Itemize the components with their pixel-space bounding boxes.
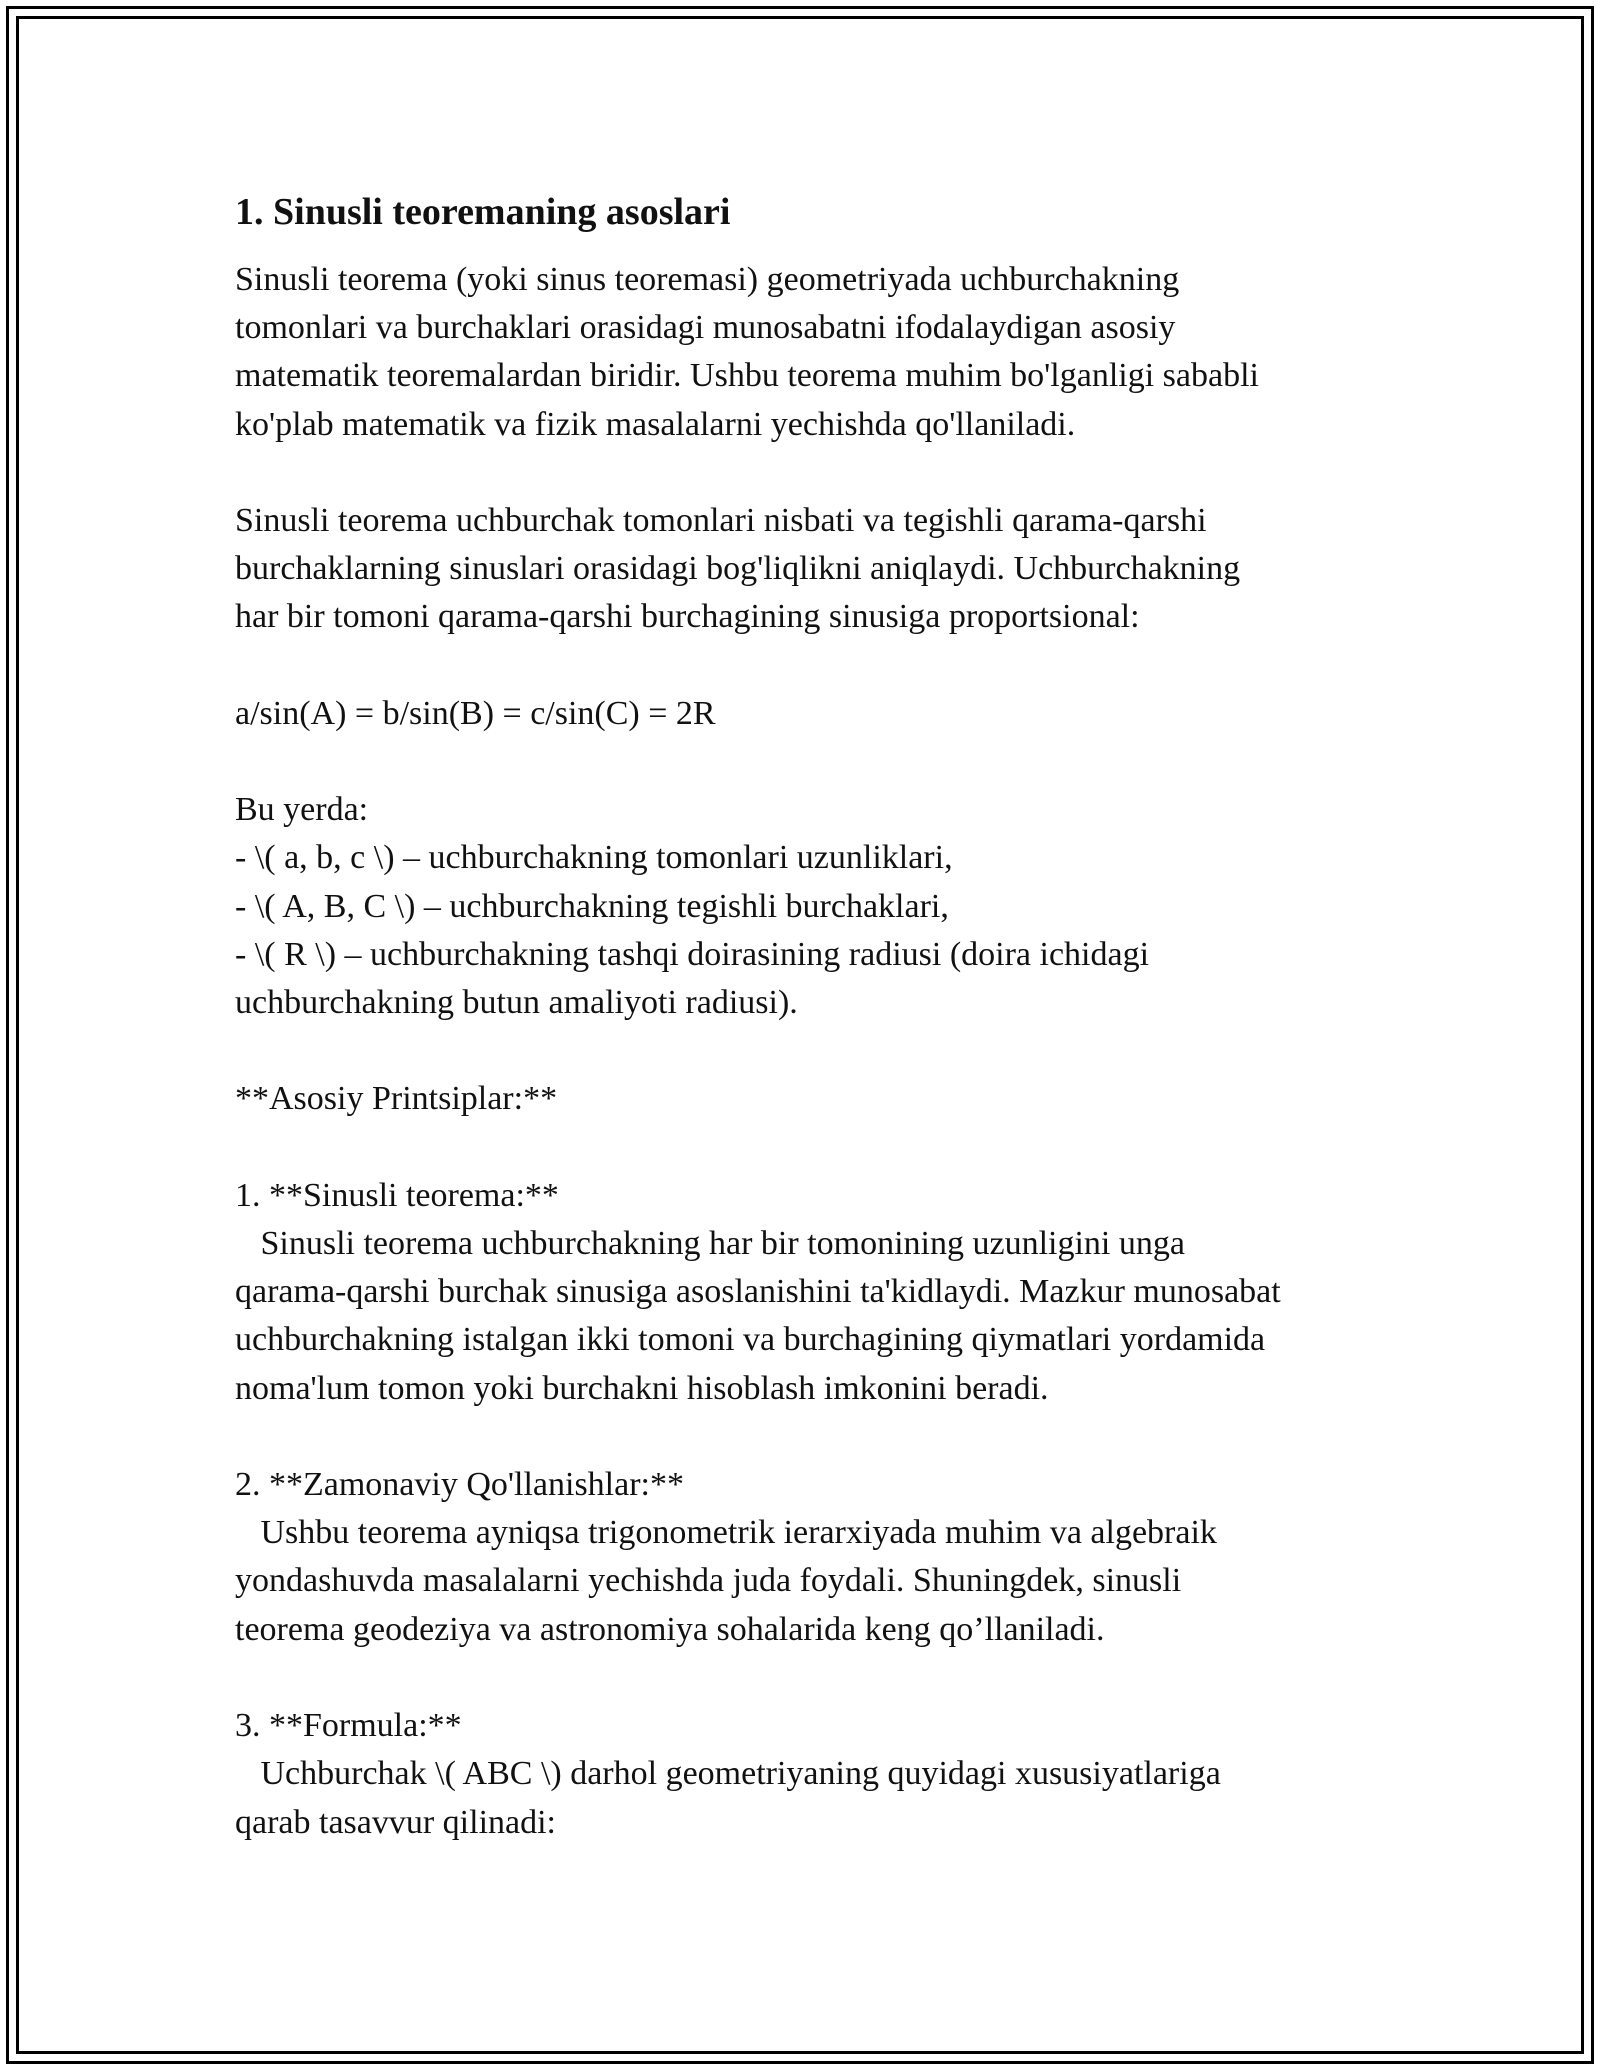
section-heading: 1. Sinusli teoremaning asoslari	[235, 191, 731, 233]
body-text: Sinusli teorema (yoki sinus teoremasi) geometriyada uchburchakning tomonlari va burchaklari orasidagi munosabatni ifodalaydigan asosiy matematik teoremalardan biridir. Ushbu teorema muhim bo'lganligi sababli ko'plab matematik va fizik masalalarni yechishda qo'llaniladi. Sinusli teorema uchburchak tomonlari nisbati va tegishli qarama-qarshi burchaklarning sinuslari orasidagi bog'liqlikni aniqlaydi. Uchburchakning har bir tomoni qarama-qarshi burchagining sinusiga proportsional: a/sin(A) = b/sin(B) = c/sin(C) = 2R Bu yerda: - \( a, b, c \) – uchburchakning tomonlari uzunliklari, - \( A, B, C \) – uchburchakning tegishli burchaklari, - \( R \) – uchburchakning tashqi doirasining radiusi (doira ichidagi uchburchakning butun amaliyoti radiusi). **Asosiy Printsiplar:** 1. **Sinusli teorema:** Sinusli teorema uchburchakning har bir tomonining uzunligini unga qarama-qarshi burchak sinusiga asoslanishini ta'kidlaydi. Mazkur munosabat uchburchakning istalgan ikki tomoni va burchagining qiymatlari yordamida noma'lum tomon yoki burchakni hisoblash imkonini beradi. 2. **Zamonaviy Qo'llanishlar:** Ushbu teorema ayniqsa trigonometrik ierarxiyada muhim va algebraik yondashuvda masalalarni yechishda juda foydali. Shuningdek, sinusli teorema geodeziya va astronomiya sohalarida keng qo’llaniladi. 3. **Formula:** Uchburchak \( ABC \) darhol geometriyaning quyidagi xususiyatlariga qarab tasavvur qilinadi:	[235, 261, 1281, 1841]
document-content	[235, 186, 1385, 1847]
